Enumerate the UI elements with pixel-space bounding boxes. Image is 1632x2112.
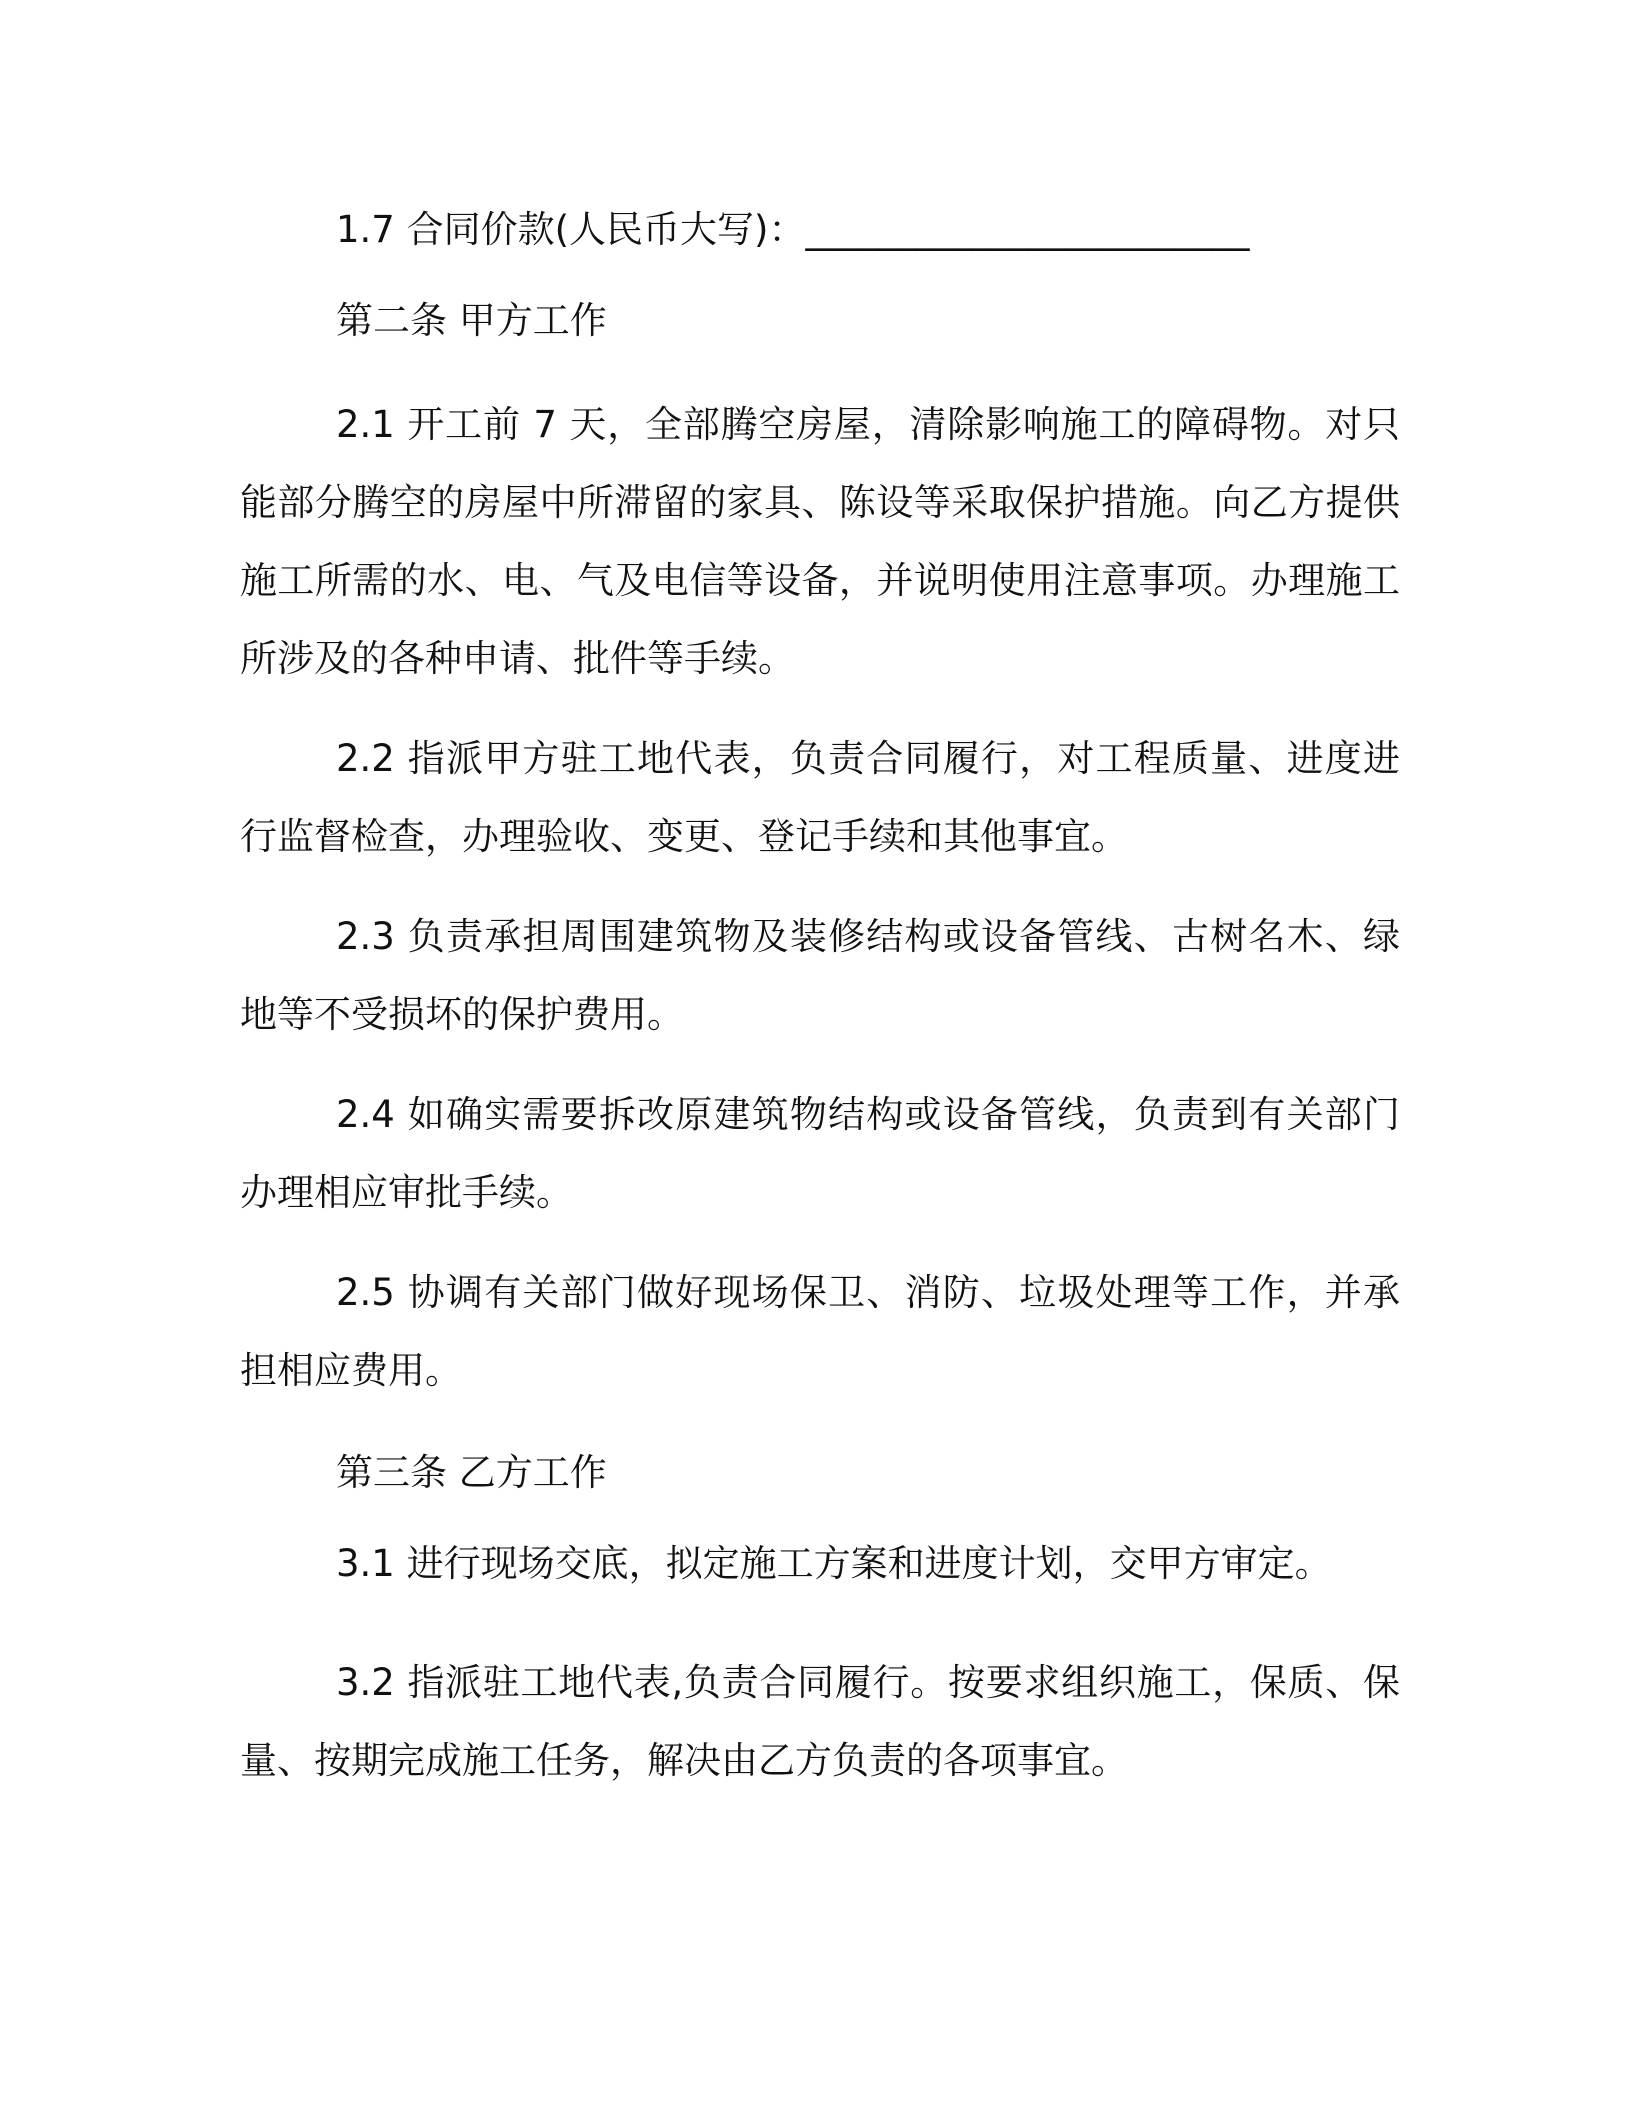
section-2-heading: 第二条 甲方工作 [336,299,607,342]
clause-2-5: 2.5 协调有关部门做好现场保卫、消防、垃圾处理等工作，并承担相应费用。 [240,1271,1400,1392]
clause-3-2: 3.2 指派驻工地代表,负责合同履行。按要求组织施工，保质、保量、按期完成施工任务，解决由乙方负责的各项事宜。 [240,1661,1400,1782]
clause-2-1: 2.1 开工前 7 天，全部腾空房屋，清除影响施工的障碍物。对只能部分腾空的房屋中所滞留的家具、陈设等采取保护措施。向乙方提供施工所需的水、电、气及电信等设备，并说明使用注意事项。办理施工所涉及的各种申请、批件等手续。 [240,403,1400,680]
clause-2-2: 2.2 指派甲方驻工地代表，负责合同履行，对工程质量、进度进行监督检查，办理验收、变更、登记手续和其他事宜。 [240,737,1400,858]
clause-2-3: 2.3 负责承担周围建筑物及装修结构或设备管线、古树名木、绿地等不受损坏的保护费用。 [240,915,1400,1036]
clause-2-4: 2.4 如确实需要拆改原建筑物结构或设备管线，负责到有关部门办理相应审批手续。 [240,1093,1400,1214]
clause-1-7-contract-price: 1.7 合同价款(人民币大写)：________________________ [336,208,1250,251]
clause-3-1: 3.1 进行现场交底，拟定施工方案和进度计划，交甲方审定。 [336,1542,1332,1585]
section-3-heading: 第三条 乙方工作 [336,1451,607,1494]
